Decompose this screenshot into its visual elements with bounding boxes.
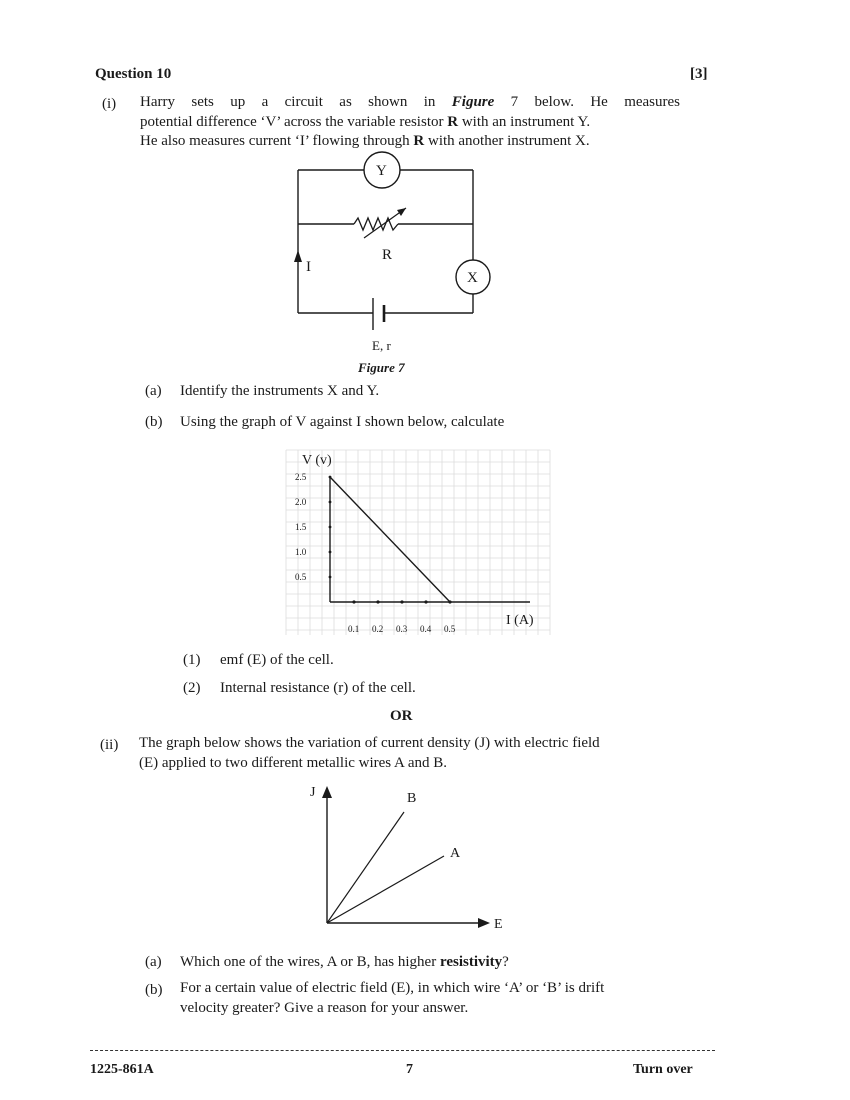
instrument-y-label: Y	[376, 163, 387, 179]
vi-y-tick	[329, 551, 332, 554]
part-i-text	[140, 93, 680, 152]
cell-label: E, r	[372, 338, 391, 353]
ii-sub-a-label: (a)	[145, 954, 162, 970]
vi-x-tick	[400, 600, 403, 603]
sub-b-text: Using the graph of V against I shown below, calculate	[180, 414, 505, 430]
vi-x-axis-label: I (A)	[506, 613, 534, 628]
part-ii-line-1: The graph below shows the variation of current density (J) with electric field	[139, 735, 600, 751]
sub-b-label: (b)	[145, 414, 163, 430]
vi-x-tick-label: 0.5	[444, 624, 456, 634]
current-arrow-icon	[294, 250, 302, 262]
vi-y-tick-label: 1.5	[295, 522, 307, 532]
ii-sub-b-text	[180, 979, 670, 1018]
ii-sub-a-text: Which one of the wires, A or B, has higher resistivity?	[180, 954, 509, 970]
vi-y-tick-label: 0.5	[295, 572, 307, 582]
vi-y-tick	[329, 501, 332, 504]
variable-resistor-symbol	[354, 218, 398, 230]
ii-sub-b-line-1: For a certain value of electric field (E), in which wire ‘A’ or ‘B’ is drift	[180, 980, 605, 996]
part-i-number: (i)	[102, 96, 117, 112]
calc-2-text: Internal resistance (r) of the cell.	[220, 680, 416, 696]
part-i-line-2: potential difference ‘V’ across the variable resistor R with an instrument Y.	[140, 113, 591, 130]
e-axis-arrow-icon	[478, 918, 490, 928]
calc-2-label: (2)	[183, 680, 201, 696]
j-axis-arrow-icon	[322, 786, 332, 798]
part-ii-line-2: (E) applied to two different metallic wires A and B.	[139, 754, 447, 771]
line-b	[327, 812, 404, 923]
vi-y-tick-label: 2.0	[295, 497, 307, 507]
e-label: E	[494, 917, 503, 932]
figure-caption: Figure 7	[358, 360, 405, 375]
part-i-line-3: He also measures current ‘I’ flowing through R with another instrument X.	[140, 133, 590, 149]
vi-x-tick-label: 0.3	[396, 624, 408, 634]
marks-label: [3]	[690, 66, 708, 82]
turn-over: Turn over	[633, 1062, 693, 1077]
j-label: J	[310, 785, 316, 800]
circuit-diagram	[280, 150, 510, 360]
vi-y-tick-label: 2.5	[295, 472, 307, 482]
footer-divider	[90, 1050, 715, 1051]
ii-sub-b-line-2: velocity greater? Give a reason for your answer.	[180, 999, 469, 1016]
vi-y-tick-label: 1.0	[295, 547, 307, 557]
part-i-line-1: Harry sets up a circuit as shown in Figure 7 below. He measures	[140, 94, 680, 110]
sub-a-text: Identify the instruments X and Y.	[180, 383, 380, 399]
question-title: Question 10	[95, 66, 172, 82]
resistor-r-label: R	[382, 247, 393, 263]
calc-1-text: emf (E) of the cell.	[220, 652, 334, 668]
part-ii-text	[139, 734, 699, 773]
j-e-graph	[300, 780, 520, 940]
paper-code: 1225-861A	[90, 1062, 154, 1077]
line-a	[327, 856, 444, 923]
instrument-x-label: X	[467, 270, 478, 286]
vi-y-axis-label: V (v)	[302, 453, 332, 468]
ii-sub-b-label: (b)	[145, 982, 163, 998]
vi-data-line	[330, 477, 450, 602]
vi-graph	[280, 440, 560, 640]
current-i-label: I	[306, 259, 311, 275]
part-ii-number: (ii)	[100, 737, 119, 753]
vi-grid	[286, 450, 550, 635]
vi-x-tick	[352, 600, 355, 603]
vi-x-tick	[376, 600, 379, 603]
vi-y-tick	[329, 576, 332, 579]
vi-x-tick	[424, 600, 427, 603]
or-separator: OR	[390, 708, 413, 724]
vi-x-tick-label: 0.2	[372, 624, 384, 634]
vi-x-tick-label: 0.1	[348, 624, 360, 634]
a-label: A	[450, 846, 461, 861]
vi-x-tick-label: 0.4	[420, 624, 432, 634]
vi-y-tick	[329, 526, 332, 529]
sub-a-label: (a)	[145, 383, 162, 399]
page-number: 7	[406, 1062, 413, 1077]
calc-1-label: (1)	[183, 652, 201, 668]
b-label: B	[407, 791, 417, 806]
